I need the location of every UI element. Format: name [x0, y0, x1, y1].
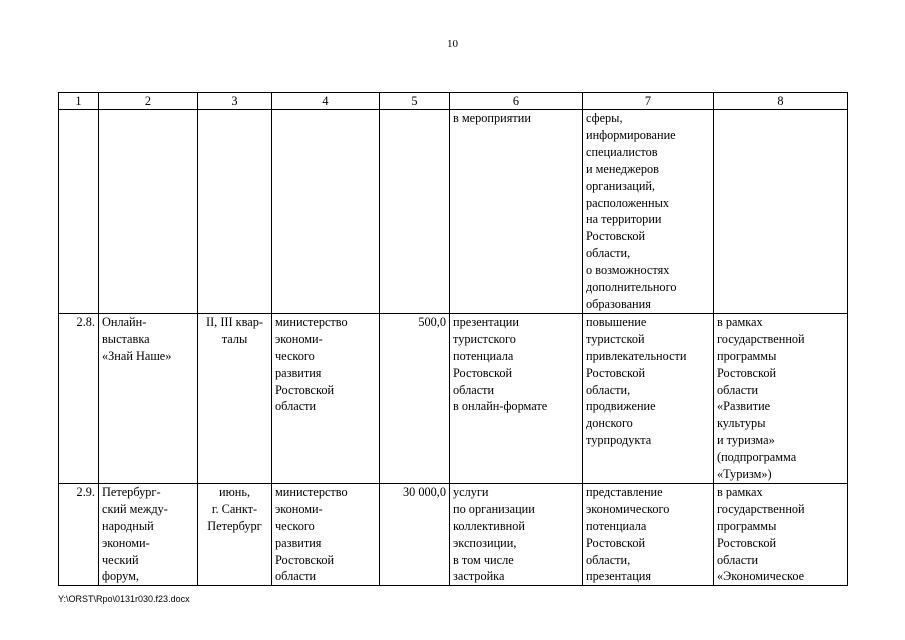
cell-line: дополнительного	[586, 280, 677, 295]
cell-event-name	[99, 110, 198, 314]
column-header-6: 6	[450, 93, 583, 110]
cell-line: 500,0	[418, 314, 446, 329]
cell-event-name	[99, 483, 198, 585]
cell-line: «Экономическое	[717, 569, 805, 584]
cell-line: туристского	[453, 331, 516, 346]
cell-line: ческого	[275, 518, 315, 533]
cell-goal	[583, 483, 714, 585]
cell-line: продвижение	[586, 399, 656, 414]
cell-line: Ростовской	[275, 552, 335, 567]
cell-line: области	[717, 382, 759, 397]
cell-line: потенциала	[453, 348, 514, 363]
cell-line: области	[453, 382, 495, 397]
footer-file-path: Y:\ORST\Rpo\0131r030.f23.docx	[58, 594, 190, 604]
cell-line: турпродукта	[586, 433, 652, 448]
cell-line: повышение	[586, 314, 647, 329]
table-row	[59, 483, 848, 585]
cell-event-name	[99, 313, 198, 483]
cell-line: туристской	[586, 331, 645, 346]
cell-line: Онлайн-	[102, 314, 147, 329]
page-number: 10	[447, 38, 458, 50]
cell-line: Ростовской	[717, 365, 777, 380]
cell-line: расположенных	[586, 195, 669, 210]
header-row	[59, 93, 848, 110]
cell-line: области	[275, 399, 317, 414]
cell-line: экономи-	[102, 535, 150, 550]
cell-line: экономического	[586, 501, 670, 516]
cell-line: образования	[586, 296, 651, 311]
table-row	[59, 313, 848, 483]
cell-line: области	[717, 552, 759, 567]
cell-line: программы	[717, 348, 777, 363]
cell-line: Ростовской	[453, 365, 513, 380]
cell-line: коллективной	[453, 518, 525, 533]
cell-line: в онлайн-формате	[453, 399, 548, 414]
column-header-2: 2	[99, 93, 198, 110]
cell-line: области,	[586, 552, 631, 567]
cell-line: организаций,	[586, 178, 656, 193]
cell-line: в рамках	[717, 314, 763, 329]
cell-line: ский между-	[102, 501, 168, 516]
cell-line: потенциала	[586, 518, 647, 533]
cell-line: Ростовской	[586, 229, 646, 244]
cell-responsible	[272, 110, 380, 314]
cell-line: культуры	[717, 416, 766, 431]
cell-line: развития	[275, 535, 322, 550]
cell-line: июнь,	[218, 484, 251, 499]
cell-line: 2.9.	[76, 484, 95, 499]
cell-goal	[583, 313, 714, 483]
column-header-5: 5	[380, 93, 450, 110]
cell-line: о возможностях	[586, 263, 670, 278]
cell-line: выставка	[102, 331, 150, 346]
cell-budget	[380, 313, 450, 483]
cell-line: информирование	[586, 127, 676, 142]
cell-dates-location	[198, 110, 272, 314]
cell-line: ческий	[102, 552, 139, 567]
cell-description	[450, 483, 583, 585]
cell-line: специалистов	[586, 144, 658, 159]
cell-item-number	[59, 110, 99, 314]
cell-line: сферы,	[586, 111, 623, 125]
cell-line: 30 000,0	[402, 484, 446, 499]
cell-responsible	[272, 313, 380, 483]
cell-line: (подпрограмма	[717, 450, 797, 465]
cell-line: донского	[586, 416, 633, 431]
cell-line: государственной	[717, 501, 805, 516]
cell-line: ческого	[275, 348, 315, 363]
cell-line: Петербург-	[102, 484, 161, 499]
cell-line: в рамках	[717, 484, 763, 499]
cell-line: области	[275, 569, 317, 584]
cell-item-number	[59, 483, 99, 585]
column-header-7: 7	[583, 93, 714, 110]
cell-line: народный	[102, 518, 154, 533]
column-header-8: 8	[714, 93, 848, 110]
cell-dates-location	[198, 313, 272, 483]
cell-goal	[583, 110, 714, 314]
cell-line: министерство	[275, 314, 348, 329]
cell-line: министерство	[275, 484, 348, 499]
column-header-1: 1	[59, 93, 99, 110]
cell-line: экспозиции,	[453, 535, 517, 550]
table-body	[59, 110, 848, 586]
cell-line: государственной	[717, 331, 805, 346]
cell-line: на территории	[586, 212, 662, 227]
cell-funding-source	[714, 483, 848, 585]
cell-funding-source	[714, 110, 848, 314]
cell-line: г. Санкт-	[211, 501, 258, 516]
cell-line: Петербург	[207, 518, 262, 533]
cell-line: представление	[586, 484, 663, 499]
cell-line: Ростовской	[717, 535, 777, 550]
cell-responsible	[272, 483, 380, 585]
cell-line: области,	[586, 246, 631, 261]
cell-line: Ростовской	[586, 535, 646, 550]
column-header-3: 3	[198, 93, 272, 110]
cell-line: форум,	[102, 569, 139, 584]
cell-budget	[380, 483, 450, 585]
cell-line: в том числе	[453, 552, 514, 567]
cell-description	[450, 313, 583, 483]
cell-item-number	[59, 313, 99, 483]
cell-funding-source	[714, 313, 848, 483]
cell-line: в мероприятии	[453, 111, 531, 125]
cell-line: услуги	[453, 484, 489, 499]
cell-line: II, III квар-	[205, 314, 264, 329]
cell-line: Ростовской	[586, 365, 646, 380]
cell-line: презентации	[453, 314, 519, 329]
events-table	[58, 92, 848, 586]
cell-line: «Развитие	[717, 399, 771, 414]
cell-line: программы	[717, 518, 777, 533]
cell-line: «Знай Наше»	[102, 348, 172, 363]
cell-line: презентация	[586, 569, 652, 584]
cell-line: развития	[275, 365, 322, 380]
cell-line: экономи-	[275, 501, 323, 516]
cell-line: «Туризм»)	[717, 467, 772, 482]
cell-budget	[380, 110, 450, 314]
cell-line: 2.8.	[76, 314, 95, 329]
cell-line: Ростовской	[275, 382, 335, 397]
cell-line: и менеджеров	[586, 161, 659, 176]
cell-dates-location	[198, 483, 272, 585]
cell-description	[450, 110, 583, 314]
cell-line: привлекательности	[586, 348, 687, 363]
cell-line: области,	[586, 382, 631, 397]
column-header-4: 4	[272, 93, 380, 110]
cell-line: талы	[221, 331, 248, 346]
cell-line: и туризма»	[717, 433, 775, 448]
cell-line: застройка	[453, 569, 505, 584]
cell-line: по организации	[453, 501, 535, 516]
cell-line: экономи-	[275, 331, 323, 346]
table-row	[59, 110, 848, 314]
